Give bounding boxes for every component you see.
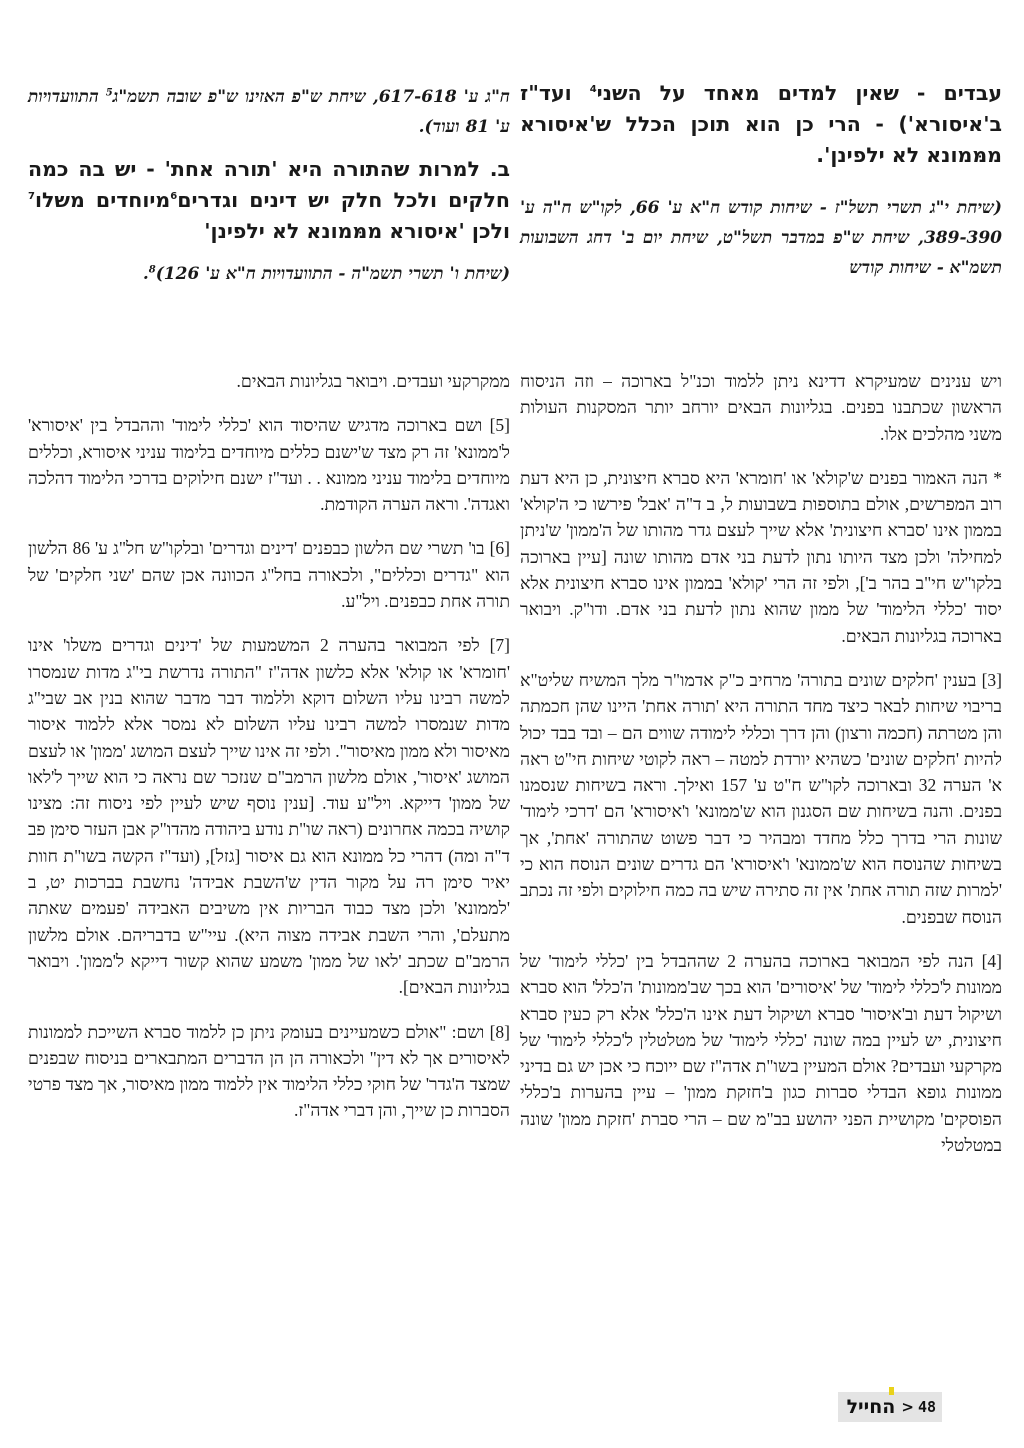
source-text: ח"ג ע' 617-618, שיחת ש"פ האזינו ש"פ שובה תשמ"ג — [112, 87, 510, 107]
footnote-ref-5[interactable]: 5 — [105, 87, 113, 99]
lead-paragraph-continued — [520, 78, 1002, 171]
source-text-end: התוועדויות ע' 81 ועוד). — [28, 87, 510, 137]
footnote-4: [4] הנה לפי המבואר בארוכה בהערה 2 שההבדל בין 'כללי לימוד' של ממונות ל'כללי לימוד' של 'איסורים' הוא בכך שב'ממונות' ה'כלל' הוא סברא ושיקול דעת וב'איסור' סברא ושיקול דעת אינו ה'כלל' אלא רק כעין סברא חיצונית, יש לעיין במה שונה 'כללי לימוד' של מטלטלין ל'כללי לימוד' של מקרקעי ועבדים? אולם המעיין בשו"ת אדה"ז שם ייוכח כי אכן יש גם בדיני ממונות גופא הבדלי סברות כגון ב'חזקת ממון' – עיין בהערות ב'כללי הפוסקים' מקושיית הפני יהושע בב"מ שם – הרי סברת 'חזקת ממון' שונה במטלטלי — [520, 950, 1002, 1156]
source-citation-continued — [28, 82, 510, 142]
right-column — [520, 78, 1002, 283]
footnote-ref-4[interactable]: 4 — [589, 84, 597, 96]
left-column-top — [28, 82, 510, 289]
footnote-6: [6] בו' תשרי שם הלשון כבפנים 'דינים וגדרים' ובלקו"ש חל"ג ע' 86 הלשון הוא "גדרים וכללים", ולכאורה בחל"ג הכוונה אכן שהם 'שני חלקים' של תורה אחת כבפנים. ויל"ע. — [28, 538, 510, 612]
source-bottom-end: . — [142, 264, 149, 284]
footnote-2-continued: ויש ענינים שמעיקרא דדינא ניתן ללמוד וכנ"ל בארוכה – וזה הניסוח הראשון שכתבנו בפנים. בגליונות הבאים יורחב יותר המסקנות העולות משני מהלכים אלו. — [520, 371, 1002, 444]
footnote-5: [5] ושם בארוכה מדגיש שהיסוד הוא 'כללי לימוד' וההבדל בין 'איסורא' ל'ממונא' זה רק מצד ש'ישנם כללים מיוחדים בלימוד עניני איסורא, וכללים מיוחדים בלימוד עניני ממונא . . ועד"ז ישנם חילוקים בדרכי הלימוד דהלכה ואגדה'. וראה הערה הקודמת. — [28, 415, 510, 515]
logo-text: החייל — [846, 1396, 896, 1418]
lead-text-part1: עבדים - שאין למדים מאחד על השני — [596, 81, 1002, 105]
arrow-icon: > — [901, 1398, 914, 1416]
flag-icon — [889, 1387, 894, 1395]
footnote-ref-6[interactable]: 6 — [170, 191, 178, 203]
source-citation: (שיחת י"ג תשרי תשל"ז - שיחות קודש ח"א ע' 66, לקו"ש ח"ה ע' 389-390, שיחת ש"פ במדבר תשל"ט, שיחת יום ב' דחג השבועות תשמ"א - שיחות קודש — [520, 198, 1002, 278]
footnote-asterisk: * הנה האמור בפנים ש'קולא' או 'חומרא' היא סברא חיצונית, כן היא דעת רוב המפרשים, אולם בתוספות בשבועות ל, ב ד"ה 'אבל' פירשו כי ה'קולא' בממון אינו 'סברא חיצונית' אלא שייך לעצם גדר מהותו של ה'ממון' ש'ניתן למחילה' ולכן מצד היותו נתון לדעת בני אדם מהותו שונה [עיין בארוכה בלקו"ש חי"ב בהר ב'], ולפי זה הרי 'קולא' בממון אינו סברא חיצונית אלא יסוד 'כללי הלימוד' של ממון שהוא נתון לדעת בני אדם. ודו"ק. ויבואר בארוכה בגליונות הבאים. — [520, 467, 1002, 646]
footnote-ref-7[interactable]: 7 — [28, 191, 35, 203]
footnote-3: [3] בענין 'חלקים שונים בתורה' מרחיב כ"ק אדמו"ר מלך המשיח שליט"א בריבוי שיחות לבאר כיצד מחד התורה היא 'תורה אחת' היינו שהן חכמתה והן מטרתה (חכמה ורצון) והן דרך וכללי לימודה שווים הם – ובד בבד יכול להיות 'חלקים שונים' כשהיא יורדת למטה – ראה לקוטי שיחות חי"ט ראה א' הערה 32 ובארוכה לקו"ש ח"ט ע' 157 ואילך. וראה בשיחות שנסמנו בפנים. והנה בשיחות שם הסגנון הוא ש'ממונא' ו'איסורא' הם 'דרכי לימוד' שונות הרי בדרך כלל מחדד ומבהיר כי דבר פשוט שהתורה 'אחת', אך בשיחות שהנוסח הוא ש'ממונא' ו'איסורא' הם גדרים שונים הנוסח הוא כי 'למרות שזה תורה אחת' אין זה סתירה שיש בה כמה חילוקים ולפי זה נכתב הנוסח שבפנים. — [520, 669, 1002, 927]
source-bottom-text: (שיחת ו' תשרי תשמ"ה - התוועדויות ח"א ע' 126) — [155, 264, 510, 284]
right-notes — [520, 368, 1002, 1176]
footnote-4-continued: ממקרקעי ועבדים. ויבואר בגליונות הבאים. — [236, 371, 510, 391]
footnote-7: [7] לפי המבואר בהערה 2 המשמעות של 'דינים וגדרים משלו' אינו 'חומרא' או קולא' אלא כלשון אדה"ז "התורה נדרשת בי"ג מדות שנמסרו למשה רבינו עליו השלום דוקא וללמוד דבר מדבר שהוא בנין אב שבי"ג מדות שנמסרו למשה רבינו עליו השלום לא נמסר אלא ללמוד איסור מאיסור ולא ממון מאיסור". ולפי זה אינו שייך לעצם המושג 'ממון' או לעצם המושג 'איסור', אולם מלשון הרמב"ם שנזכר שם נראה כי הוא שייך ל'לאו של ממון' דייקא. ויל"ע עוד. [ענין נוסף שיש לעיין לפי ניסוח זה: מצינו קושיה בכמה אחרונים (ראה שו"ת נודע ביהודה מהדו"ק אבן העזר סימן פב ד"ה ומה) דהרי כל ממונא הוא גם איסור [גזל], (ועד"ז הקשה בשו"ת חוות יאיר סימן רה על מקור הדין ש'השבת אבידה' נחשבת בברכות יט, ב 'לממונא' ולכן מצד כבוד הבריות אין משיבים האבידה 'פעמים שאתה מתעלם', והרי השבת אבידה מצוה היא). עיי"ש בדבריהם. אולם מלשון הרמב"ם שכתב 'לאו של ממון' משמע שהוא קשור דייקא ל'ממון'. ויבואר בגליונות הבאים]. — [28, 635, 510, 998]
footnote-ref-8[interactable]: 8 — [148, 264, 156, 276]
page-footer-badge — [838, 1392, 942, 1422]
magazine-logo — [847, 1396, 896, 1418]
lead-text-part2: ועד"ז ב'איסורא') - הרי כן הוא תוכן הכלל ש'איסורא ממּמונא לא ילפינן'. — [520, 81, 1002, 167]
section-b-text-end: ולכן 'איסורא ממּמונא לא ילפינן' — [204, 219, 510, 243]
footnote-8: [8] ושם: "אולם כשמעיינים בעומק ניתן כן ללמוד סברא השייכת לממונות לאיסורים אך לא דין" ולכאורה הן הן הדברים המתבארים בניסוח שבפנים שמצד ה'גדר' של חוקי כללי הלימוד אין ללמוד ממון מאיסור, אך מצד פרטי הסברות כן שייך, והן דברי אדה"ז. — [28, 1021, 510, 1121]
section-b-heading — [28, 154, 510, 247]
left-notes — [28, 368, 510, 1142]
section-b-source — [28, 259, 510, 289]
section-b-text-mid: מיוחדים משלו — [34, 188, 171, 212]
section-b-text: ב. למרות שהתורה היא 'תורה אחת' - יש בה כמה חלקים ולכל חלק יש דינים וגדרים — [28, 157, 510, 212]
page-number: 48 — [917, 1398, 936, 1416]
